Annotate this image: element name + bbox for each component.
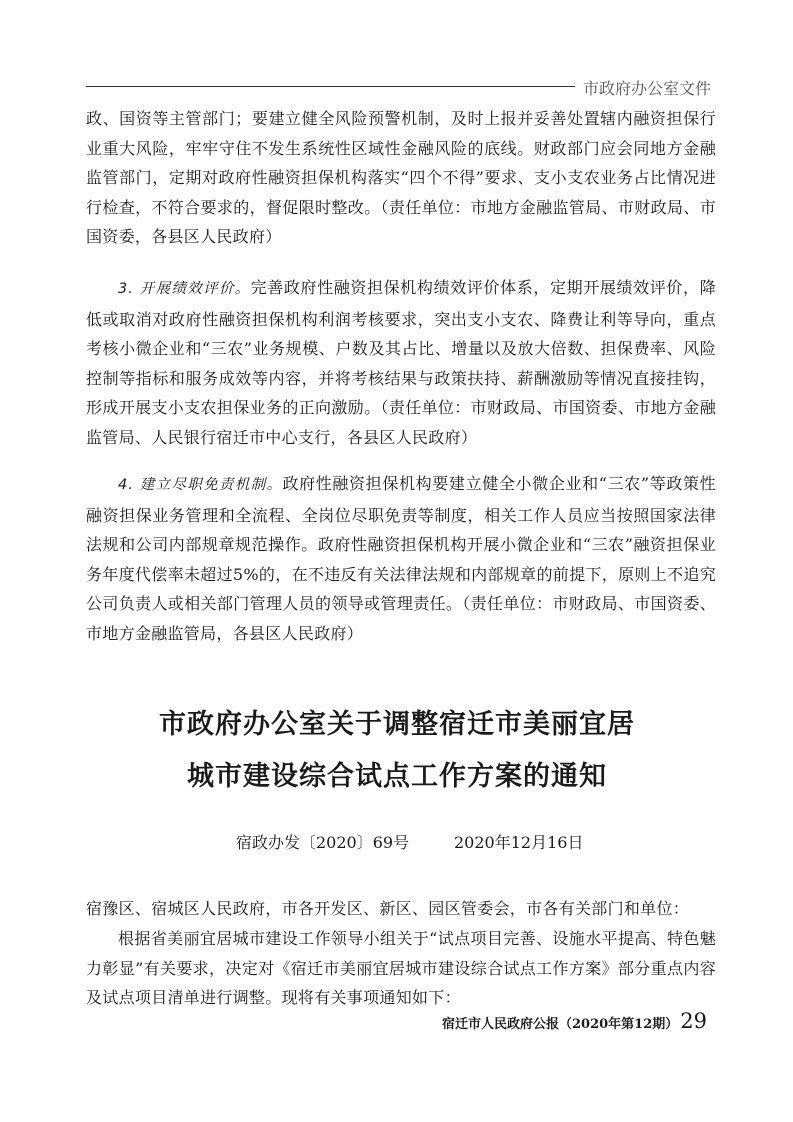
header-rule bbox=[86, 86, 575, 87]
document-date: 2020年12月16日 bbox=[454, 833, 584, 852]
item-4-lead: 4. 建立尽职免责机制。 bbox=[118, 477, 283, 493]
document-number: 宿政办发〔2020〕69号 bbox=[236, 833, 410, 852]
item-3-lead: 3. 开展绩效评价。 bbox=[118, 281, 251, 297]
item-4-paragraph bbox=[86, 469, 716, 649]
notice-title-line-2: 城市建设综合试点工作方案的通知 bbox=[187, 761, 607, 792]
notice-title-line-1: 市政府办公室关于调整宿迁市美丽宜居 bbox=[159, 709, 635, 740]
notice-body-paragraph: 根据省美丽宜居城市建设工作领导小组关于“试点项目完善、设施水平提高、特色魅力彰显”有关要求，决定对《宿迁市美丽宜居城市建设综合试点工作方案》部分重点内容及试点项目清单进行调整。现将有关事项通知如下： bbox=[86, 929, 716, 1008]
recipients-line: 宿豫区、宿城区人民政府，市各开发区、新区、园区管委会，市各有关部门和单位： bbox=[86, 899, 690, 918]
item-3-text: 完善政府性融资担保机构绩效评价体系，定期开展绩效评价，降低或取消对政府性融资担保机构利润考核要求，突出支小支农、降费让利等导向，重点考核小微企业和“三农”业务规模、户数及其占比、增量以及放大倍数、担保费率、风险控制等指标和服务成效等内容，并将考核结果与政策扶持、薪酬激励等情况直接挂钩，形成开展支小支农担保业务的正向激励。（责任单位：市财政局、市国资委、市地方金融监管局、人民银行宿迁市中心支行，各县区人民政府） bbox=[86, 278, 716, 447]
header-section-label: 市政府办公室文件 bbox=[583, 79, 712, 98]
publication-name: 宿迁市人民政府公报（2020年第12期） bbox=[441, 1017, 679, 1032]
item-3-paragraph bbox=[86, 273, 716, 453]
page-footer bbox=[442, 1009, 707, 1033]
item-4-text: 政府性融资担保机构要建立健全小微企业和“三农”等政策性融资担保业务管理和全流程、全岗位尽职免责等制度，相关工作人员应当按照国家法律法规和公司内部规章规范操作。政府性融资担保机构开展小微企业和“三农”融资担保业务年度代偿率未超过5%的，在不违反有关法律法规和内部规章的前提下，原则上不追究公司负责人或相关部门管理人员的领导或管理责任。（责任单位：市财政局、市国资委、市地方金融监管局，各县区人民政府） bbox=[86, 474, 716, 643]
page-number: 29 bbox=[680, 1009, 707, 1033]
continuation-paragraph: 政、国资等主管部门；要建立健全风险预警机制，及时上报并妥善处置辖内融资担保行业重大风险，牢牢守住不发生系统性区域性金融风险的底线。财政部门应会同地方金融监管部门，定期对政府性融资担保机构落实“四个不得”要求、支小支农业务占比情况进行检查，不符合要求的，督促限时整改。（责任单位：市地方金融监管局、市财政局、市国资委，各县区人民政府） bbox=[86, 109, 716, 247]
